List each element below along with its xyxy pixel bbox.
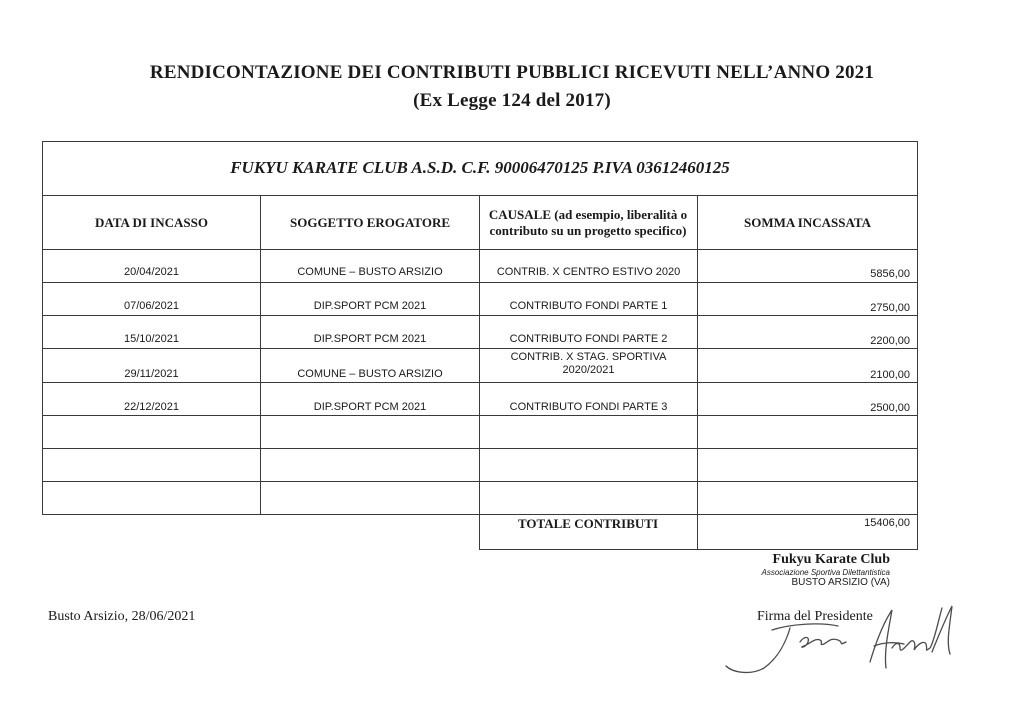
cell-amount: 2100,00 [870,369,910,381]
cell-reason: CONTRIBUTO FONDI PARTE 3 [509,401,668,413]
table-divider [42,514,918,515]
cell-payer: DIP.SPORT PCM 2021 [313,401,427,413]
cell-reason: CONTRIBUTO FONDI PARTE 2 [509,333,668,345]
signature-label: Firma del Presidente [757,609,873,624]
cell-payer: DIP.SPORT PCM 2021 [313,333,427,345]
cell-date: 22/12/2021 [123,401,180,413]
cell-payer: COMUNE – BUSTO ARSIZIO [297,266,443,278]
col-header-payer: SOGGETTO EROGATORE [289,215,451,230]
table-divider [479,549,918,550]
table-divider [42,282,918,283]
association-stamp [738,552,890,588]
table-border-top [42,141,918,142]
cell-reason: CONTRIB. X STAG. SPORTIVA 2020/2021 [510,351,667,376]
document-subtitle: (Ex Legge 124 del 2017) [413,90,611,111]
total-label: TOTALE CONTRIBUTI [517,516,659,531]
cell-amount: 2200,00 [870,335,910,347]
table-divider [42,481,918,482]
cell-reason: CONTRIB. X CENTRO ESTIVO 2020 [496,266,681,278]
cell-date: 07/06/2021 [123,300,180,312]
cell-payer: COMUNE – BUSTO ARSIZIO [297,368,443,380]
total-value: 15406,00 [864,517,910,529]
table-divider [42,195,918,196]
stamp-subtitle: Associazione Sportiva Dilettantistica [761,568,890,577]
cell-amount: 2500,00 [870,402,910,414]
handwritten-signature [720,602,960,702]
place-date: Busto Arsizio, 28/06/2021 [48,609,196,624]
cell-amount: 2750,00 [870,302,910,314]
table-divider [42,382,918,383]
table-divider [42,415,918,416]
stamp-name: Fukyu Karate Club [772,552,890,567]
document-title: RENDICONTAZIONE DEI CONTRIBUTI PUBBLICI RICEVUTI NELL’ANNO 2021 [149,62,875,83]
table-divider [42,348,918,349]
table-border-right [917,141,918,550]
cell-reason: CONTRIBUTO FONDI PARTE 1 [509,300,668,312]
table-divider [42,249,918,250]
cell-date: 15/10/2021 [123,333,180,345]
cell-date: 20/04/2021 [123,266,180,278]
col-header-amount: SOMMA INCASSATA [743,215,871,230]
cell-date: 29/11/2021 [124,368,179,380]
table-col-divider [479,195,480,550]
organization-line: FUKYU KARATE CLUB A.S.D. C.F. 90006470125 P.IVA 03612460125 [230,158,730,177]
col-header-date: DATA DI INCASSO [95,215,208,230]
table-divider [42,315,918,316]
cell-payer: DIP.SPORT PCM 2021 [313,300,427,312]
stamp-city: BUSTO ARSIZIO (VA) [791,577,890,588]
cell-amount: 5856,00 [870,268,910,280]
table-divider [42,448,918,449]
col-header-reason: CAUSALE (ad esempio, liberalità o contributo su un progetto specifico) [488,207,688,238]
